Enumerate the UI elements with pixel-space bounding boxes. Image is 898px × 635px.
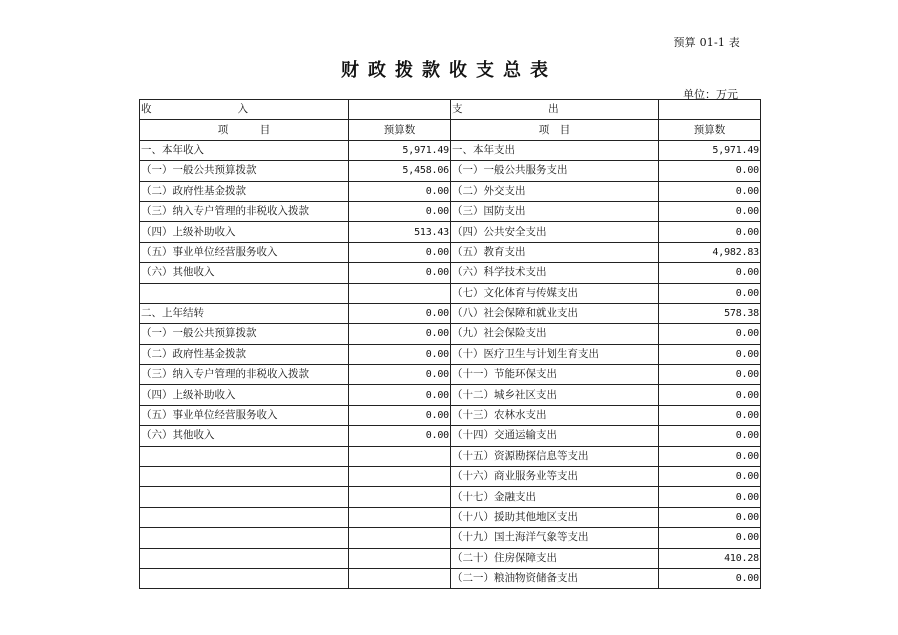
income-value-cell: 0.00 bbox=[349, 365, 451, 385]
expense-item-cell: （十六）商业服务业等支出 bbox=[451, 467, 659, 487]
table-row bbox=[140, 303, 761, 323]
expense-item-cell: （十五）资源勘探信息等支出 bbox=[451, 446, 659, 466]
expense-section-blank bbox=[659, 100, 761, 120]
expense-value-cell: 0.00 bbox=[659, 181, 761, 201]
income-value-cell: 513.43 bbox=[349, 222, 451, 242]
expense-value-cell: 5,971.49 bbox=[659, 140, 761, 160]
expense-item-cell: （十三）农林水支出 bbox=[451, 405, 659, 425]
expense-value-cell: 578.38 bbox=[659, 303, 761, 323]
table-row bbox=[140, 405, 761, 425]
income-value-cell bbox=[349, 568, 451, 588]
income-value-cell bbox=[349, 446, 451, 466]
income-value-cell bbox=[349, 487, 451, 507]
income-item-cell: 二、上年结转 bbox=[140, 303, 349, 323]
expense-header-left: 支 bbox=[452, 103, 463, 116]
income-item-cell: （四）上级补助收入 bbox=[140, 385, 349, 405]
expense-item-cell: （二）外交支出 bbox=[451, 181, 659, 201]
expense-item-cell: （二十）住房保障支出 bbox=[451, 548, 659, 568]
expense-header-right: 出 bbox=[548, 103, 559, 116]
table-row bbox=[140, 365, 761, 385]
income-item-cell: （二）政府性基金拨款 bbox=[140, 344, 349, 364]
income-value-cell bbox=[349, 467, 451, 487]
expense-item-cell: （十一）节能环保支出 bbox=[451, 365, 659, 385]
table-row bbox=[140, 446, 761, 466]
income-value-cell: 0.00 bbox=[349, 426, 451, 446]
income-item-header: 项 目 bbox=[140, 120, 349, 140]
income-value-cell: 0.00 bbox=[349, 344, 451, 364]
expense-value-cell: 0.00 bbox=[659, 201, 761, 221]
table-row bbox=[140, 242, 761, 262]
table-row bbox=[140, 467, 761, 487]
income-header-right: 入 bbox=[237, 103, 249, 116]
budget-table bbox=[139, 99, 761, 589]
income-item-cell: 一、本年收入 bbox=[140, 140, 349, 160]
expense-item-cell: （八）社会保障和就业支出 bbox=[451, 303, 659, 323]
header-row-columns bbox=[140, 120, 761, 140]
income-item-cell bbox=[140, 528, 349, 548]
table-row bbox=[140, 426, 761, 446]
expense-item-cell: （十二）城乡社区支出 bbox=[451, 385, 659, 405]
expense-item-cell: （九）社会保险支出 bbox=[451, 324, 659, 344]
expense-value-cell: 0.00 bbox=[659, 467, 761, 487]
page-title: 财政拨款收支总表 bbox=[341, 60, 557, 81]
income-item-cell: （六）其他收入 bbox=[140, 426, 349, 446]
table-row bbox=[140, 385, 761, 405]
table-row bbox=[140, 283, 761, 303]
income-item-cell: （五）事业单位经营服务收入 bbox=[140, 242, 349, 262]
income-value-cell bbox=[349, 283, 451, 303]
income-item-cell: （五）事业单位经营服务收入 bbox=[140, 405, 349, 425]
expense-value-cell: 0.00 bbox=[659, 426, 761, 446]
expense-value-cell: 0.00 bbox=[659, 344, 761, 364]
expense-value-cell: 0.00 bbox=[659, 161, 761, 181]
income-value-cell: 0.00 bbox=[349, 201, 451, 221]
income-value-cell: 0.00 bbox=[349, 303, 451, 323]
table-row bbox=[140, 222, 761, 242]
expense-item-cell: （十）医疗卫生与计划生育支出 bbox=[451, 344, 659, 364]
expense-value-cell: 410.28 bbox=[659, 548, 761, 568]
table-row bbox=[140, 548, 761, 568]
expense-budget-header: 预算数 bbox=[659, 120, 761, 140]
income-item-cell bbox=[140, 467, 349, 487]
income-section-header bbox=[140, 100, 349, 120]
income-value-cell: 5,971.49 bbox=[349, 140, 451, 160]
income-item-cell: （六）其他收入 bbox=[140, 263, 349, 283]
expense-item-cell: （十九）国土海洋气象等支出 bbox=[451, 528, 659, 548]
income-value-cell: 0.00 bbox=[349, 181, 451, 201]
expense-item-cell: （七）文化体育与传媒支出 bbox=[451, 283, 659, 303]
table-row bbox=[140, 487, 761, 507]
header-row-section bbox=[140, 100, 761, 120]
expense-value-cell: 0.00 bbox=[659, 324, 761, 344]
income-item-cell bbox=[140, 507, 349, 527]
expense-value-cell: 0.00 bbox=[659, 222, 761, 242]
income-header-left: 收 bbox=[141, 103, 152, 116]
income-item-cell bbox=[140, 446, 349, 466]
table-row bbox=[140, 201, 761, 221]
income-item-cell: （二）政府性基金拨款 bbox=[140, 181, 349, 201]
income-section-blank bbox=[349, 100, 451, 120]
expense-value-cell: 0.00 bbox=[659, 283, 761, 303]
expense-value-cell: 4,982.83 bbox=[659, 242, 761, 262]
table-row bbox=[140, 140, 761, 160]
table-row bbox=[140, 507, 761, 527]
expense-value-cell: 0.00 bbox=[659, 446, 761, 466]
expense-item-cell: （十四）交通运输支出 bbox=[451, 426, 659, 446]
income-value-cell: 0.00 bbox=[349, 263, 451, 283]
table-row bbox=[140, 528, 761, 548]
table-row bbox=[140, 344, 761, 364]
income-value-cell bbox=[349, 507, 451, 527]
income-value-cell: 5,458.06 bbox=[349, 161, 451, 181]
income-item-cell bbox=[140, 487, 349, 507]
expense-item-cell: （六）科学技术支出 bbox=[451, 263, 659, 283]
expense-value-cell: 0.00 bbox=[659, 487, 761, 507]
income-value-cell bbox=[349, 548, 451, 568]
expense-value-cell: 0.00 bbox=[659, 365, 761, 385]
expense-value-cell: 0.00 bbox=[659, 405, 761, 425]
table-row bbox=[140, 263, 761, 283]
income-value-cell: 0.00 bbox=[349, 242, 451, 262]
expense-value-cell: 0.00 bbox=[659, 385, 761, 405]
income-item-cell: （四）上级补助收入 bbox=[140, 222, 349, 242]
table-row bbox=[140, 568, 761, 588]
income-item-cell: （一）一般公共预算拨款 bbox=[140, 161, 349, 181]
income-value-cell: 0.00 bbox=[349, 405, 451, 425]
expense-section-header bbox=[451, 100, 659, 120]
table-row bbox=[140, 324, 761, 344]
income-value-cell: 0.00 bbox=[349, 385, 451, 405]
expense-item-header: 项 目 bbox=[451, 120, 659, 140]
expense-item-cell: （三）国防支出 bbox=[451, 201, 659, 221]
income-item-cell: （三）纳入专户管理的非税收入拨款 bbox=[140, 201, 349, 221]
income-budget-header: 预算数 bbox=[349, 120, 451, 140]
table-row bbox=[140, 181, 761, 201]
income-item-cell bbox=[140, 568, 349, 588]
income-item-cell: （一）一般公共预算拨款 bbox=[140, 324, 349, 344]
expense-value-cell: 0.00 bbox=[659, 568, 761, 588]
income-item-cell bbox=[140, 548, 349, 568]
income-item-cell: （三）纳入专户管理的非税收入拨款 bbox=[140, 365, 349, 385]
income-value-cell: 0.00 bbox=[349, 324, 451, 344]
expense-item-cell: 一、本年支出 bbox=[451, 140, 659, 160]
expense-item-cell: （十八）援助其他地区支出 bbox=[451, 507, 659, 527]
unit-label: 单位：万元 bbox=[683, 88, 738, 101]
expense-item-cell: （一）一般公共服务支出 bbox=[451, 161, 659, 181]
expense-item-cell: （二一）粮油物资储备支出 bbox=[451, 568, 659, 588]
expense-value-cell: 0.00 bbox=[659, 507, 761, 527]
expense-value-cell: 0.00 bbox=[659, 263, 761, 283]
table-row bbox=[140, 161, 761, 181]
income-value-cell bbox=[349, 528, 451, 548]
expense-item-cell: （十七）金融支出 bbox=[451, 487, 659, 507]
table-code: 预算 01-1 表 bbox=[673, 36, 740, 49]
expense-value-cell: 0.00 bbox=[659, 528, 761, 548]
expense-item-cell: （四）公共安全支出 bbox=[451, 222, 659, 242]
income-item-cell bbox=[140, 283, 349, 303]
expense-item-cell: （五）教育支出 bbox=[451, 242, 659, 262]
